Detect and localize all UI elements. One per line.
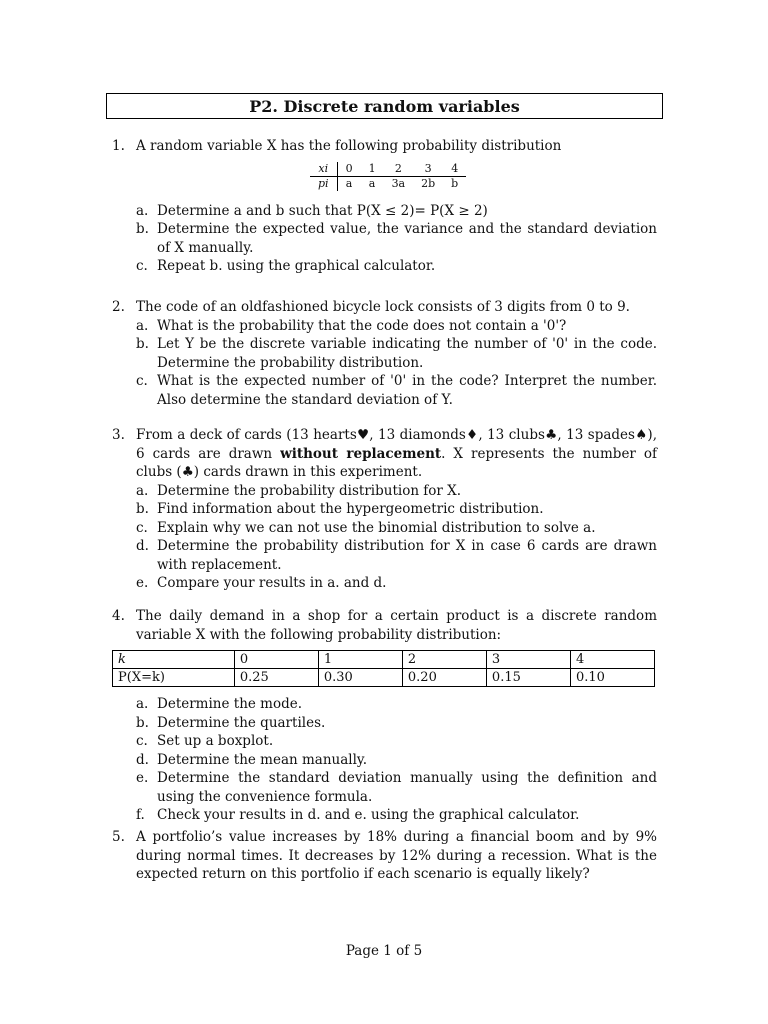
table-cell: b <box>451 177 459 190</box>
table-cell: 0.20 <box>402 669 486 687</box>
question-number: 3. <box>112 427 125 443</box>
sub-question: d. Determine the probability distribution for X in case 6 cards are drawn with replacement. <box>136 538 657 573</box>
table-cell: 0.15 <box>486 669 570 687</box>
sub-question: a. What is the probability that the code does not contain a '0'? <box>136 317 567 334</box>
question-intro: The daily demand in a shop for a certain product is a discrete random variable X with the following probability distribution: <box>136 608 657 643</box>
table-cell: pi <box>310 176 337 191</box>
sub-question: b. Let Y be the discrete variable indicating the number of '0' in the code. Determine the probability distribution. <box>136 336 657 371</box>
table-cell: 2b <box>421 177 436 190</box>
sub-question: d. Determine the mean manually. <box>136 751 368 768</box>
sub-question: a. Determine a and b such that P(X ≤ 2)= P(X ≥ 2) <box>136 202 488 219</box>
table-cell: P(X=k) <box>113 669 235 687</box>
page-number: Page 1 of 5 <box>345 943 423 959</box>
sub-question: c. Explain why we can not use the binomial distribution to solve a. <box>136 519 596 536</box>
question-5 <box>112 828 657 884</box>
table-cell: 2 <box>384 162 414 177</box>
table-cell: a <box>368 177 376 190</box>
table-cell: 0.30 <box>318 669 402 687</box>
sub-question: c. Set up a boxplot. <box>136 733 274 749</box>
sub-question: b. Find information about the hypergeometric distribution. <box>136 501 544 517</box>
probability-table <box>310 162 466 191</box>
sub-question: f. Check your results in d. and e. using the graphical calculator. <box>136 807 580 823</box>
table-cell: 1 <box>361 162 384 177</box>
question-2 <box>112 298 657 409</box>
table-cell: 3a <box>391 177 406 190</box>
table-cell: 0 <box>337 162 361 177</box>
table-cell: 4 <box>570 651 654 669</box>
sub-question: b. Determine the expected value, the variance and the standard deviation of X manually. <box>136 221 657 256</box>
sub-question: e. Compare your results in a. and d. <box>136 575 387 591</box>
table-cell: 1 <box>318 651 402 669</box>
sub-question: a. Determine the mode. <box>136 696 303 712</box>
table-cell: 0.10 <box>570 669 654 687</box>
table-cell: 4 <box>443 162 466 177</box>
question-intro: A random variable X has the following probability distribution <box>136 138 562 154</box>
question-4 <box>112 607 657 825</box>
question-intro: The code of an oldfashioned bicycle lock consists of 3 digits from 0 to 9. <box>136 299 630 315</box>
question-number: 1. <box>112 138 125 154</box>
table-cell: xi <box>310 162 337 177</box>
table-cell: k <box>113 651 235 669</box>
sub-question: b. Determine the quartiles. <box>136 714 326 731</box>
question-number: 2. <box>112 299 125 315</box>
question-number: 5. <box>112 829 125 845</box>
sub-question: a. Determine the probability distribution for X. <box>136 482 462 499</box>
table-cell: 0 <box>234 651 318 669</box>
question-1 <box>112 137 657 276</box>
table-cell: 0.25 <box>234 669 318 687</box>
demand-table <box>112 650 655 687</box>
question-text: A portfolio’s value increases by 18% during a financial boom and by 9% during normal times. It decreases by 12% during a recession. What is the expected return on this portfolio if each scenario is equally likely? <box>136 829 657 882</box>
sub-question: c. What is the expected number of '0' in the code? Interpret the number. Also determine the standard deviation of Y. <box>136 373 657 408</box>
question-intro: From a deck of cards (13 hearts♥, 13 diamonds♦, 13 clubs♣, 13 spades♠), 6 cards are drawn without replacement. X represents the number of clubs (♣) cards drawn in this experiment. <box>136 427 658 480</box>
table-cell: 3 <box>486 651 570 669</box>
table-cell: 2 <box>402 651 486 669</box>
table-cell: a <box>345 177 353 190</box>
question-3 <box>112 426 657 593</box>
table-cell: 3 <box>413 162 443 177</box>
sub-question: c. Repeat b. using the graphical calculator. <box>136 258 436 274</box>
sub-question: e. Determine the standard deviation manually using the definition and using the convenience formula. <box>136 770 657 805</box>
question-number: 4. <box>112 608 125 624</box>
page-title: P2. Discrete random variables <box>106 93 663 119</box>
